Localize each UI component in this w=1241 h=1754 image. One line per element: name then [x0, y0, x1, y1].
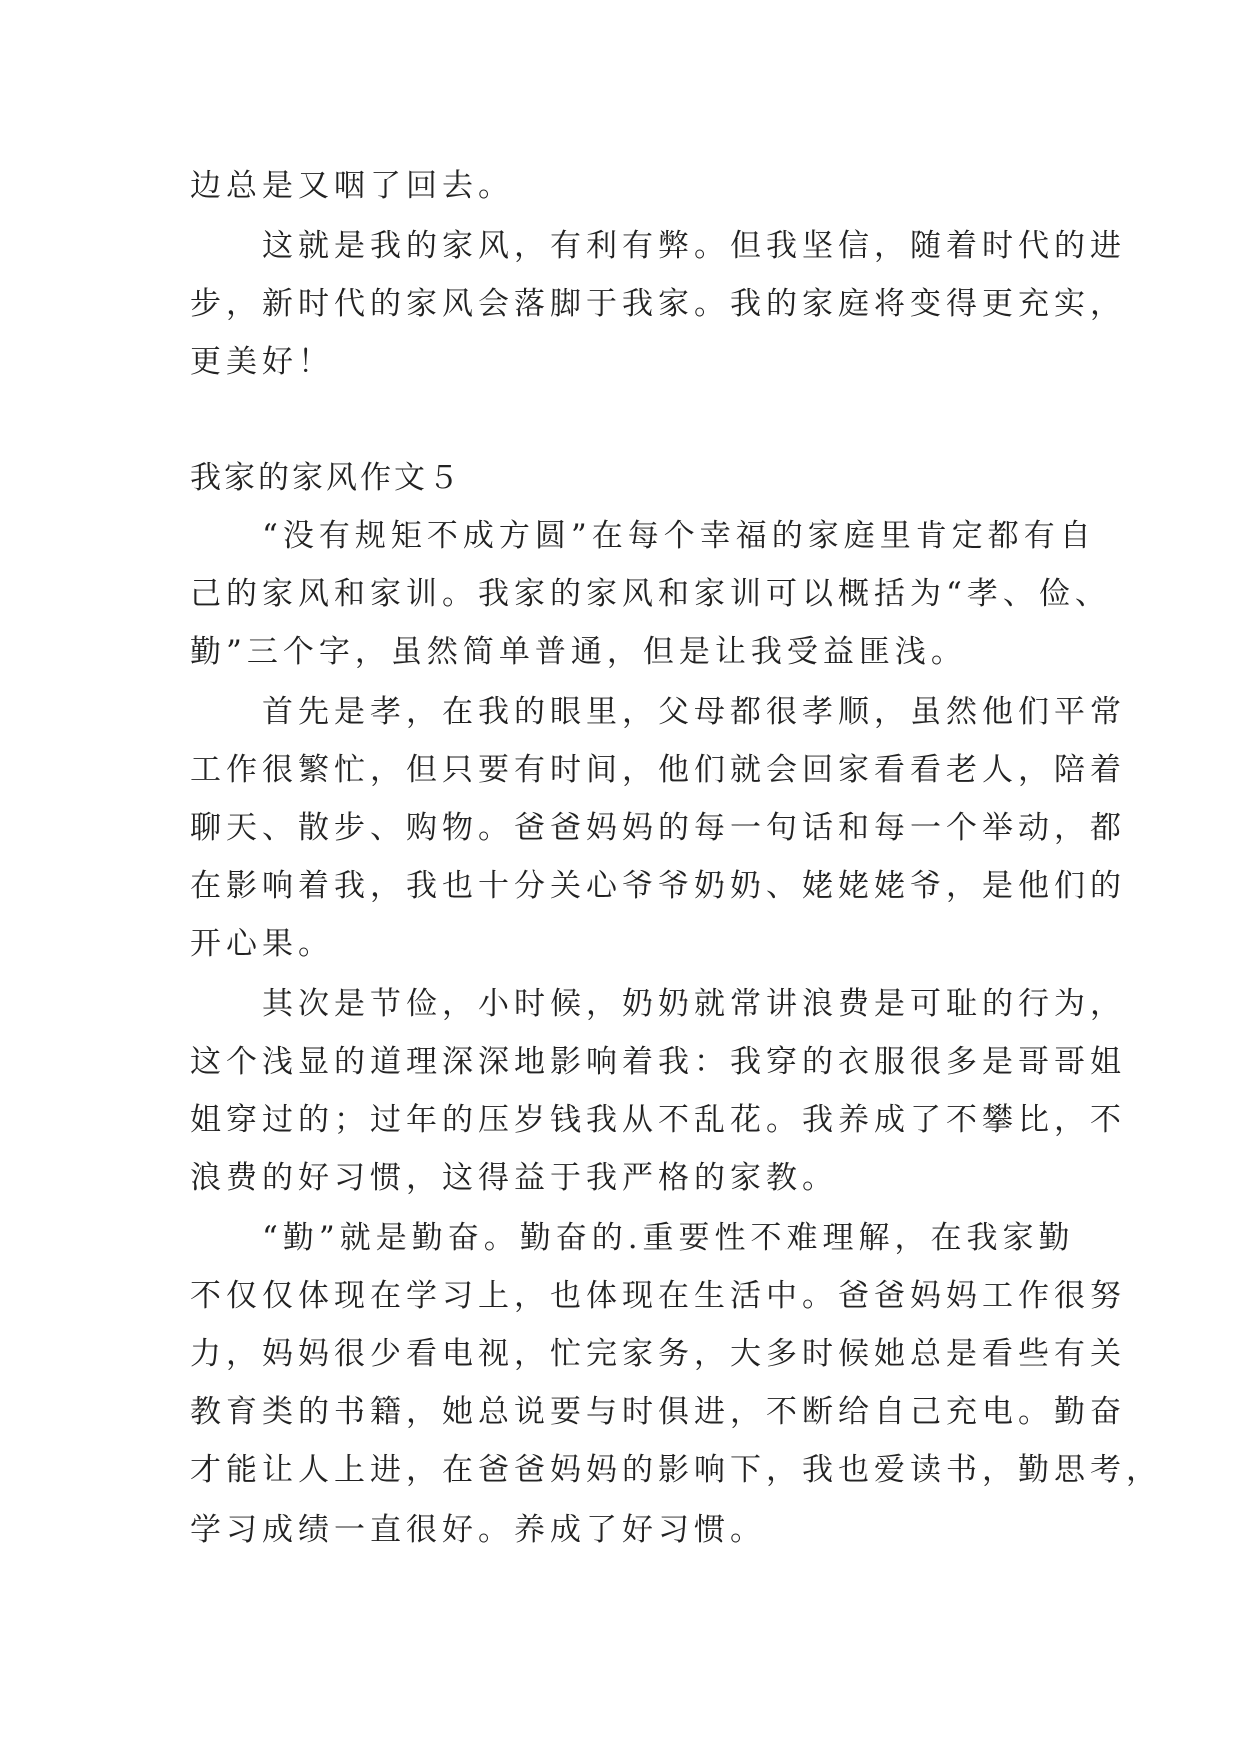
text-line: 才能让人上进，在爸爸妈妈的影响下，我也爱读书，勤思考，: [190, 1452, 1162, 1488]
text-line: 不仅仅体现在学习上，也体现在生活中。爸爸妈妈工作很努: [190, 1278, 1126, 1314]
text-line: 学习成绩一直很好。养成了好习惯。: [190, 1512, 766, 1548]
text-line: “勤”就是勤奋。勤奋的.重要性不难理解，在我家勤: [190, 1220, 1075, 1256]
text-line: 己的家风和家训。我家的家风和家训可以概括为“孝、俭、: [190, 576, 1111, 612]
text-line: 这就是我的家风，有利有弊。但我坚信，随着时代的进: [190, 228, 1126, 264]
text-line: 更美好！: [190, 344, 334, 380]
text-line: 勤”三个字，虽然简单普通，但是让我受益匪浅。: [190, 634, 967, 670]
text-line: 浪费的好习惯，这得益于我严格的家教。: [190, 1160, 838, 1196]
text-line: 这个浅显的道理深深地影响着我：我穿的衣服很多是哥哥姐: [190, 1044, 1126, 1080]
text-line: 边总是又咽了回去。: [190, 168, 514, 204]
text-line: 其次是节俭，小时候，奶奶就常讲浪费是可耻的行为，: [190, 986, 1126, 1022]
text-line: 工作很繁忙，但只要有时间，他们就会回家看看老人，陪着: [190, 752, 1126, 788]
text-line: 力，妈妈很少看电视，忙完家务，大多时候她总是看些有关: [190, 1336, 1126, 1372]
text-line: 姐穿过的；过年的压岁钱我从不乱花。我养成了不攀比，不: [190, 1102, 1126, 1138]
text-line: 在影响着我，我也十分关心爷爷奶奶、姥姥姥爷，是他们的: [190, 868, 1126, 904]
section-heading: 我家的家风作文５: [190, 460, 462, 496]
text-line: 步，新时代的家风会落脚于我家。我的家庭将变得更充实，: [190, 286, 1126, 322]
text-line: 聊天、散步、购物。爸爸妈妈的每一句话和每一个举动，都: [190, 810, 1126, 846]
text-line: 开心果。: [190, 926, 334, 962]
text-line: “没有规矩不成方圆”在每个幸福的家庭里肯定都有自: [190, 518, 1096, 554]
text-line: 首先是孝，在我的眼里，父母都很孝顺，虽然他们平常: [190, 694, 1126, 730]
text-line: 教育类的书籍，她总说要与时俱进，不断给自己充电。勤奋: [190, 1394, 1126, 1430]
